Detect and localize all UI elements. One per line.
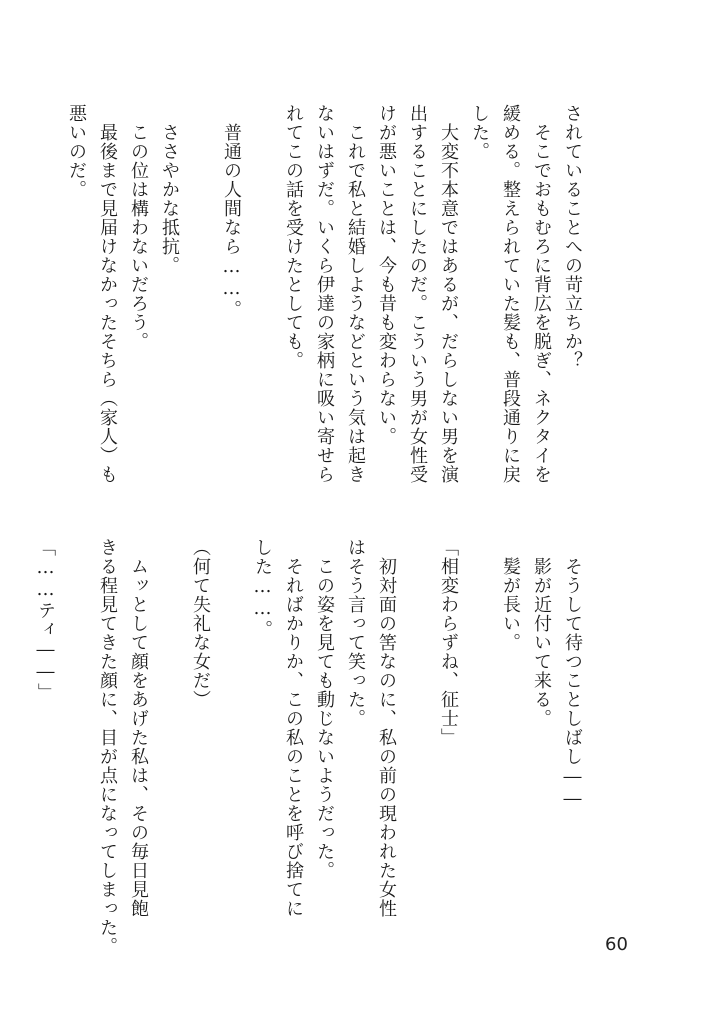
text-block-upper: されていることへの苛立ちか？ そこでおもむろに背広を脱ぎ、ネクタイを 緩める。整えられていた髪も、普段通りに戻 した。 大変不本意ではあるが、だらしない男を演 出することにしたのだ。こういう男が女性受 けが悪いことは、今も昔も変わらない。 これで私と結婚しようなどという気は起き ないはずだ。いくら伊達の家柄に吸い寄せら れてこの話を受けたとしても。 普通の人間なら……。 ささやかな抵抗。 この位は構わないだろう。 最後まで見届けなかったそちら（家人）も 悪いのだ。 bbox=[66, 104, 583, 484]
page-number: 60 bbox=[605, 934, 628, 955]
text-block-lower: そうして待つことしばし―― 影が近付いて来る。 髪が長い。 「相変わらずね、征士」 初対面の筈なのに、私の前の現われた女性 はそう言って笑った。 この姿を見ても動じないようだった。 そればかりか、この私のことを呼び捨てに した……。 （何て失礼な女だ） ムッとして顔をあげた私は、その毎日見飽 きる程見てきた顔に、目が点になってしまった。 「……ティ――」 bbox=[35, 538, 583, 956]
